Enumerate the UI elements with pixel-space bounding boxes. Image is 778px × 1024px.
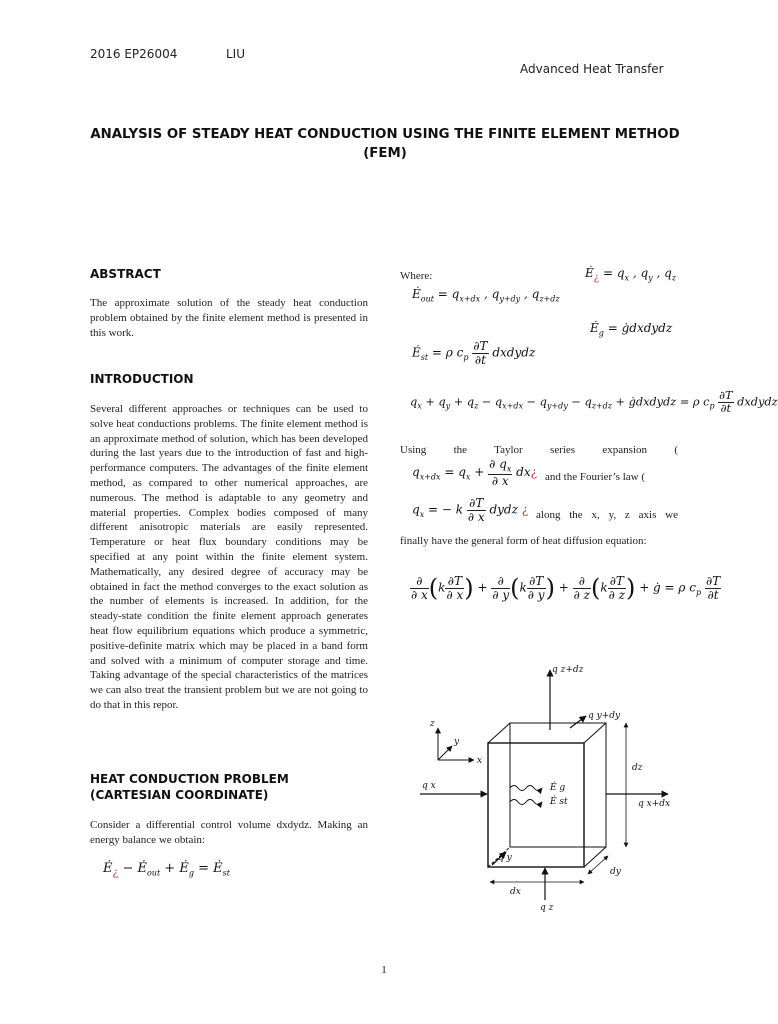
page-number: 1 — [381, 964, 387, 976]
introduction-heading: INTRODUCTION — [90, 372, 194, 386]
fourier-law-equation: $q_x$ = − k $\frac{\partial T}{\partial x}$ dydz ¿ — [412, 496, 529, 524]
taylor-expansion-equation: $q_{x+dx} = q_x$ + $\frac{\partial q_x}{\partial x}$ dx¿ — [412, 457, 538, 488]
qy-dy-arrow — [570, 716, 586, 728]
label-qy-dy: q y+dy — [588, 711, 621, 721]
label-qx: q x — [422, 781, 436, 791]
label-axis-z: z — [430, 719, 435, 729]
label-dz: dz — [632, 763, 643, 773]
label-axis-y: y — [454, 737, 460, 747]
heat-diffusion-equation: $\frac{\partial}{\partial x}$ (k $\frac{\partial T}{\partial x}$ ) + $\frac{\partial}{\partial y}$ (k $\frac{\partial T}{\partial y}$ ) + $\frac{\partial}{\partial z}$ (k $\frac{\partial T}{\partial z}$ ) + ġ = ρ $c_p$ $\frac{\partial T}{\partial t}$ — [411, 573, 721, 602]
label-qx-dx: q x+dx — [638, 799, 671, 809]
control-volume-figure — [400, 660, 690, 920]
where-label: Where: — [400, 270, 433, 282]
taylor-text-c: along the x, y, z axis we — [536, 509, 678, 521]
label-eg: Ė g — [550, 783, 566, 793]
label-axis-x: x — [477, 756, 483, 766]
heat-conduction-heading: HEAT CONDUCTION PROBLEM (CARTESIAN COORDINATE) — [90, 772, 289, 802]
label-est: Ė st — [550, 797, 568, 807]
label-qz: q z — [540, 903, 554, 913]
ein-equation: $Ė_¿ = q_x$ , $q_y$ , $q_z$ — [585, 266, 677, 284]
energy-balance-equation: $Ė_¿$ − $Ė_{out}$ + $Ė_g$ = $Ė_{st}$ — [103, 861, 230, 879]
header-course-code: 2016 EP26004 — [90, 47, 178, 61]
est-equation: $Ė_{st} = \rho$ $c_p$ $\frac{\partial T}{\partial t}$ dxdydz — [412, 339, 536, 367]
label-qz-dz: q z+dz — [552, 665, 584, 675]
generation-storage-arrows — [510, 786, 542, 805]
eg-equation: $Ė_g$ = ġdxdydz — [590, 321, 673, 338]
introduction-text: Several different approaches or techniques can be used to solve heat conductions problems. The finite element method is an approximate method of solution, which has been developed during the last years due to the introduction of fast and high-performance computers. The advantages of the finite element method, as compared to other numerical approaches, are numerous. The method is adaptable to any geometry and material properties. Complex bodies composed of many different anisotropic materials are easily represented. Temperature or heat flux boundary conditions may be specified at any point within the finite element system. Mathematically, any desired degree of accuracy may be obtained in fact the method converges to the exact solution as the number of elements is increased. In addition, for the steady-state condition the finite element approach generates heat flow equilibrium equations which produce a symmetric, positive-definite matrix which may be placed in a band form and solved with a minimum of computer storage and time. Taking advantage of the special characteristics of the matrices we can also treat the transient problem but we are not going to do that in this repor. — [90, 403, 368, 711]
dy-dimension — [588, 856, 608, 874]
taylor-text-d: finally have the general form of heat diffusion equation: — [400, 535, 647, 547]
heat-conduction-text: Consider a differential control volume dxdydz. Making an energy balance we obtain: — [90, 819, 368, 846]
label-dy: dy — [610, 867, 621, 877]
abstract-text: The approximate solution of the steady heat conduction problem obtained by the finite element method is presented in this work. — [90, 297, 368, 339]
eout-equation: $Ė_{out} = q_{x+dx}$ , $q_{y+dy}$ , $q_{z+dz}$ — [412, 287, 560, 304]
cube-diagram — [488, 723, 606, 867]
label-qy: q y — [498, 853, 512, 863]
abstract-heading: ABSTRACT — [90, 267, 161, 281]
header-course-title: Advanced Heat Transfer — [520, 62, 664, 76]
paper-title: ANALYSIS OF STEADY HEAT CONDUCTION USING THE FINITE ELEMENT METHOD (FEM) — [90, 127, 680, 161]
header-author: LIU — [226, 47, 246, 61]
cube-front-face — [488, 743, 584, 867]
energy-expanded-equation: $q_x + q_y + q_z - q_{x+dx} - q_{y+dy} - q_{z+dz}$ + ġdxdydz = ρ $c_p$ $\frac{\partial T}{\partial t}$ dxdydz — [410, 389, 778, 415]
taylor-text-b: and the Fourier’s law ( — [545, 471, 645, 483]
taylor-text-a: Using the Taylor series expansion ( — [400, 444, 678, 456]
label-dx: dx — [510, 887, 521, 897]
